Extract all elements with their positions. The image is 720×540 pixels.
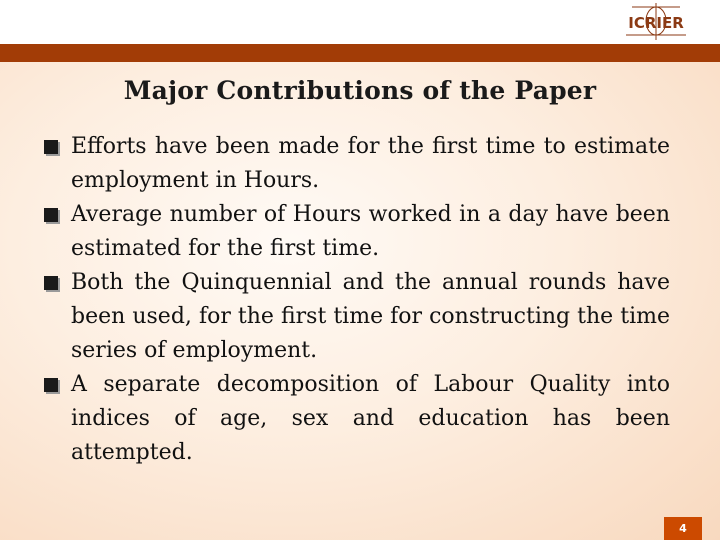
bullet-item — [44, 130, 670, 198]
header-bar — [0, 44, 720, 62]
square-bullet-icon — [44, 276, 58, 290]
page-number: 4 — [664, 517, 702, 540]
header-white-band — [0, 0, 720, 44]
bullet-text: Efforts have been made for the first time to estimate employment in Hours. — [71, 134, 670, 193]
logo-text: ICRIER — [628, 14, 684, 32]
bullet-text: Average number of Hours worked in a day have been estimated for the first time. — [71, 202, 670, 261]
bullet-list — [44, 130, 670, 470]
bullet-text: A separate decomposition of Labour Quality into indices of age, sex and education has been attempted. — [71, 372, 670, 465]
bullet-item — [44, 198, 670, 266]
square-bullet-icon — [44, 208, 58, 222]
slide-title: Major Contributions of the Paper — [123, 76, 597, 105]
bullet-item — [44, 266, 670, 368]
bullet-text: Both the Quinquennial and the annual rounds have been used, for the first time for constructing the time series of employment. — [71, 270, 670, 363]
bullet-item — [44, 368, 670, 470]
square-bullet-icon — [44, 140, 58, 154]
square-bullet-icon — [44, 378, 58, 392]
icrier-logo — [614, 2, 698, 42]
